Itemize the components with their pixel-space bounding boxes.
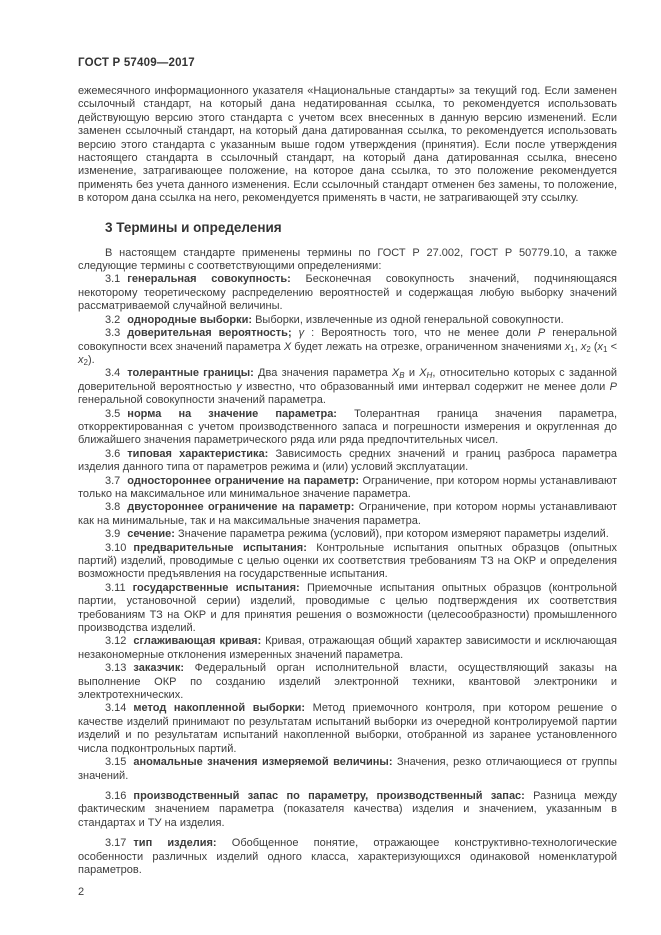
term-text-run (292, 327, 299, 339)
term-text-run: x (78, 353, 84, 366)
term-number: 3.4 (105, 367, 121, 380)
term-text-run: : Вероятность того, что не менее доли (304, 327, 538, 340)
term-text-run: , (574, 340, 581, 353)
term-text-run: типовая характеристика: (127, 447, 269, 460)
term-text-run: X (391, 367, 400, 380)
term-number: 3.12 (105, 635, 127, 648)
term-paragraph (78, 528, 617, 541)
term-text-run: Ограничение, при котором нормы устанавливают как на минимальные, так и на максимальные значения параметра. (78, 501, 618, 527)
term-number: 3.5 (105, 407, 121, 420)
term-text-run: аномальные значения измеряемой величины: (133, 756, 393, 769)
term-text-run: Значения, резко отличающиеся от группы значений. (78, 756, 617, 782)
term-paragraph (78, 448, 617, 475)
term-text-run: Значение параметра режима (условий), при котором измеряют параметры изделий. (174, 528, 609, 541)
term-number: 3.16 (105, 789, 127, 802)
term-paragraph (78, 501, 617, 528)
term-text-run: известно, что образованный ими интервал содержит не менее доли (241, 380, 610, 393)
term-text-run: Толерантная граница значения параметра, откорректированная с учетом производственного запаса и погрешности измерения и округленная до ближайшего значения параметрического ряда или ряда предпочтительных чисел. (78, 407, 617, 447)
term-number: 3.1 (105, 273, 121, 286)
term-text-run: одностороннее ограничение на параметр: (127, 474, 360, 487)
term-number: 3.11 (105, 581, 126, 594)
term-text-run: генеральной совокупности значений параметра. (78, 394, 326, 407)
term-number: 3.6 (105, 447, 121, 460)
term-text-run: тип изделия: (133, 837, 217, 850)
term-paragraph (78, 582, 617, 636)
term-paragraph (78, 327, 617, 367)
term-text-run: Зависимость средних значений и границ разброса параметра изделия данного типа от параметров режима и (или) условий эксплуатации. (78, 447, 617, 474)
term-text-run: Контрольные испытания опытных образцов (опытных партий) изделий, проводимые с целью оценки их соответствия требованиям ТЗ на ОКР и определения возможности предъявления на государственные испытания. (78, 541, 617, 581)
term-text-run: Ограничение, при котором нормы устанавливают только на максимальное или минимальное значение параметра. (78, 474, 617, 500)
term-text-run: генеральная совокупность: (127, 273, 291, 286)
term-text-run: 1 (570, 344, 575, 354)
term-text-run: метод накопленной выборки: (133, 702, 306, 715)
term-paragraph (78, 367, 617, 407)
term-paragraph (78, 273, 617, 313)
term-text-run: Приемочные испытания опытных образцов (контрольной партии, установочной серии) изделий, проводимые с целью подтверждения их соответствия требованиям ТЗ на ОКР и для принятия решения о возможности (целесообразности) промышленного производства изделий. (78, 581, 617, 635)
term-text-run: Обобщенное понятие, отражающее конструктивно-технологические особенности различных изделий одного класса, характеризующихся одинаковой номенклатурой параметров. (78, 837, 618, 876)
term-text-run: 2 (586, 344, 591, 354)
term-text-run: X (283, 340, 292, 353)
term-paragraph (78, 837, 617, 877)
term-text-run: Кривая, отражающая общий характер зависимости и исключающая незакономерные отклонения измеренных значений параметра. (78, 635, 617, 661)
term-number: 3.15 (105, 756, 127, 769)
term-text-run: P (609, 380, 617, 393)
term-number: 3.17 (105, 837, 127, 850)
term-text-run: государственные испытания: (132, 581, 300, 594)
references-continuation-paragraph: ежемесячного информационного указателя «Национальные стандарты» за текущий год. Если заменен ссылочный стандарт, на который дана недатированная ссылка, то рекомендуется использовать действующую версию этого стандарта с учетом всех внесенных в данную версию изменений. Если заменен ссылочный стандарт, на который дана датированная ссылка, то рекомендуется использовать версию этого стандарта с указанным выше годом утверждения (принятия). Если после утверждения настоящего стандарта в ссылочный стандарт, на который дана датированная ссылка, внесено изменение, затрагивающее положение, на которое дана ссылка, то это положение рекомендуется применять без учета данного изменения. Если ссылочный стандарт отменен без замены, то положение, в котором дана ссылка на него, рекомендуется применять в части, не затрагивающей эту ссылку. (78, 85, 617, 205)
term-paragraph (78, 475, 617, 502)
term-text-run: генеральной совокупности всех значений параметра (78, 327, 617, 353)
term-text-run: x (597, 340, 604, 353)
term-text-run: , относительно которых с заданной доверительной вероятностью (78, 367, 617, 393)
page-number: 2 (78, 886, 85, 899)
term-paragraph (78, 408, 617, 448)
term-text-run: заказчик: (133, 662, 184, 675)
term-text-run: γ (236, 380, 242, 393)
term-number: 3.13 (105, 662, 127, 675)
term-text-run: сглаживающая кривая: (133, 635, 262, 648)
term-text-run: толерантные границы: (127, 367, 254, 380)
term-text-run: сечение: (127, 528, 175, 541)
term-number: 3.10 (105, 541, 127, 554)
term-text-run: < (607, 340, 617, 353)
term-text-run: x (564, 340, 571, 353)
term-text-run: ). (87, 353, 95, 366)
term-text-run: Н (426, 371, 433, 381)
term-text-run: Выборки, извлеченные из одной генеральной совокупности. (252, 313, 564, 326)
term-number: 3.9 (105, 528, 121, 541)
term-text-run: Два значения параметра (253, 367, 392, 380)
term-text-run: доверительная вероятность; (127, 327, 292, 340)
term-text-run: и (404, 367, 420, 380)
term-text-run: Федеральный орган исполнительной власти, осуществляющий заказы на выполнение ОКР по созданию изделий электронной техники, квантовой электроники и электротехнических. (78, 662, 617, 702)
term-text-run: x (580, 340, 587, 353)
term-text-run: P (537, 327, 546, 340)
term-number: 3.2 (105, 313, 121, 326)
term-number: 3.7 (105, 474, 121, 487)
term-text-run: Разница между фактическим значением параметра (показателя качества) изделия и значением, указанным в стандартах и ТУ на изделия. (78, 789, 617, 829)
term-paragraph (78, 702, 617, 756)
term-text-run: норма на значение параметра: (127, 407, 337, 420)
term-number: 3.3 (105, 327, 121, 340)
term-paragraph (78, 542, 617, 582)
term-text-run: Метод приемочного контроля, при котором решение о качестве изделий принимают по результатам испытаний выборки из очередной контролируемой партии изделий и по результатам испытаний накопленной выборки, отобранной из заранее установленного числа подконтрольных партий. (78, 702, 618, 755)
term-paragraph (78, 662, 617, 702)
term-paragraph (78, 314, 617, 327)
terms-list (78, 273, 617, 877)
term-text-run: 2 (83, 357, 88, 367)
document-designation-header: ГОСТ Р 57409—2017 (78, 57, 195, 69)
term-paragraph (78, 756, 617, 783)
term-number: 3.14 (105, 702, 127, 715)
term-paragraph (78, 790, 617, 830)
term-text-run: предварительные испытания: (133, 541, 307, 554)
term-text-run: 1 (603, 344, 608, 354)
term-text-run: В (399, 371, 405, 381)
term-text-run: однородные выборки: (127, 313, 253, 326)
term-text-run: двустороннее ограничение на параметр: (127, 501, 355, 514)
term-text-run: γ (298, 327, 305, 340)
term-text-run: Бесконечная совокупность значений, подчиняющаяся некоторому теоретическому распределению вероятностей и содержащая любую выборку значений рассматриваемой случайной величины. (78, 273, 618, 313)
term-text-run: производственный запас по параметру, производственный запас: (133, 789, 525, 802)
term-text-run: будет лежать на отрезке, ограниченном значениями (291, 340, 565, 353)
section-3-title: 3 Термины и определения (105, 219, 282, 235)
term-text-run: ( (590, 340, 598, 353)
term-paragraph (78, 635, 617, 662)
section-3-lead-paragraph: В настоящем стандарте применены термины по ГОСТ Р 27.002, ГОСТ Р 50779.10, а также следующие термины с соответствующими определениями: (78, 246, 617, 273)
term-text-run: X (419, 367, 427, 380)
term-number: 3.8 (105, 501, 121, 514)
